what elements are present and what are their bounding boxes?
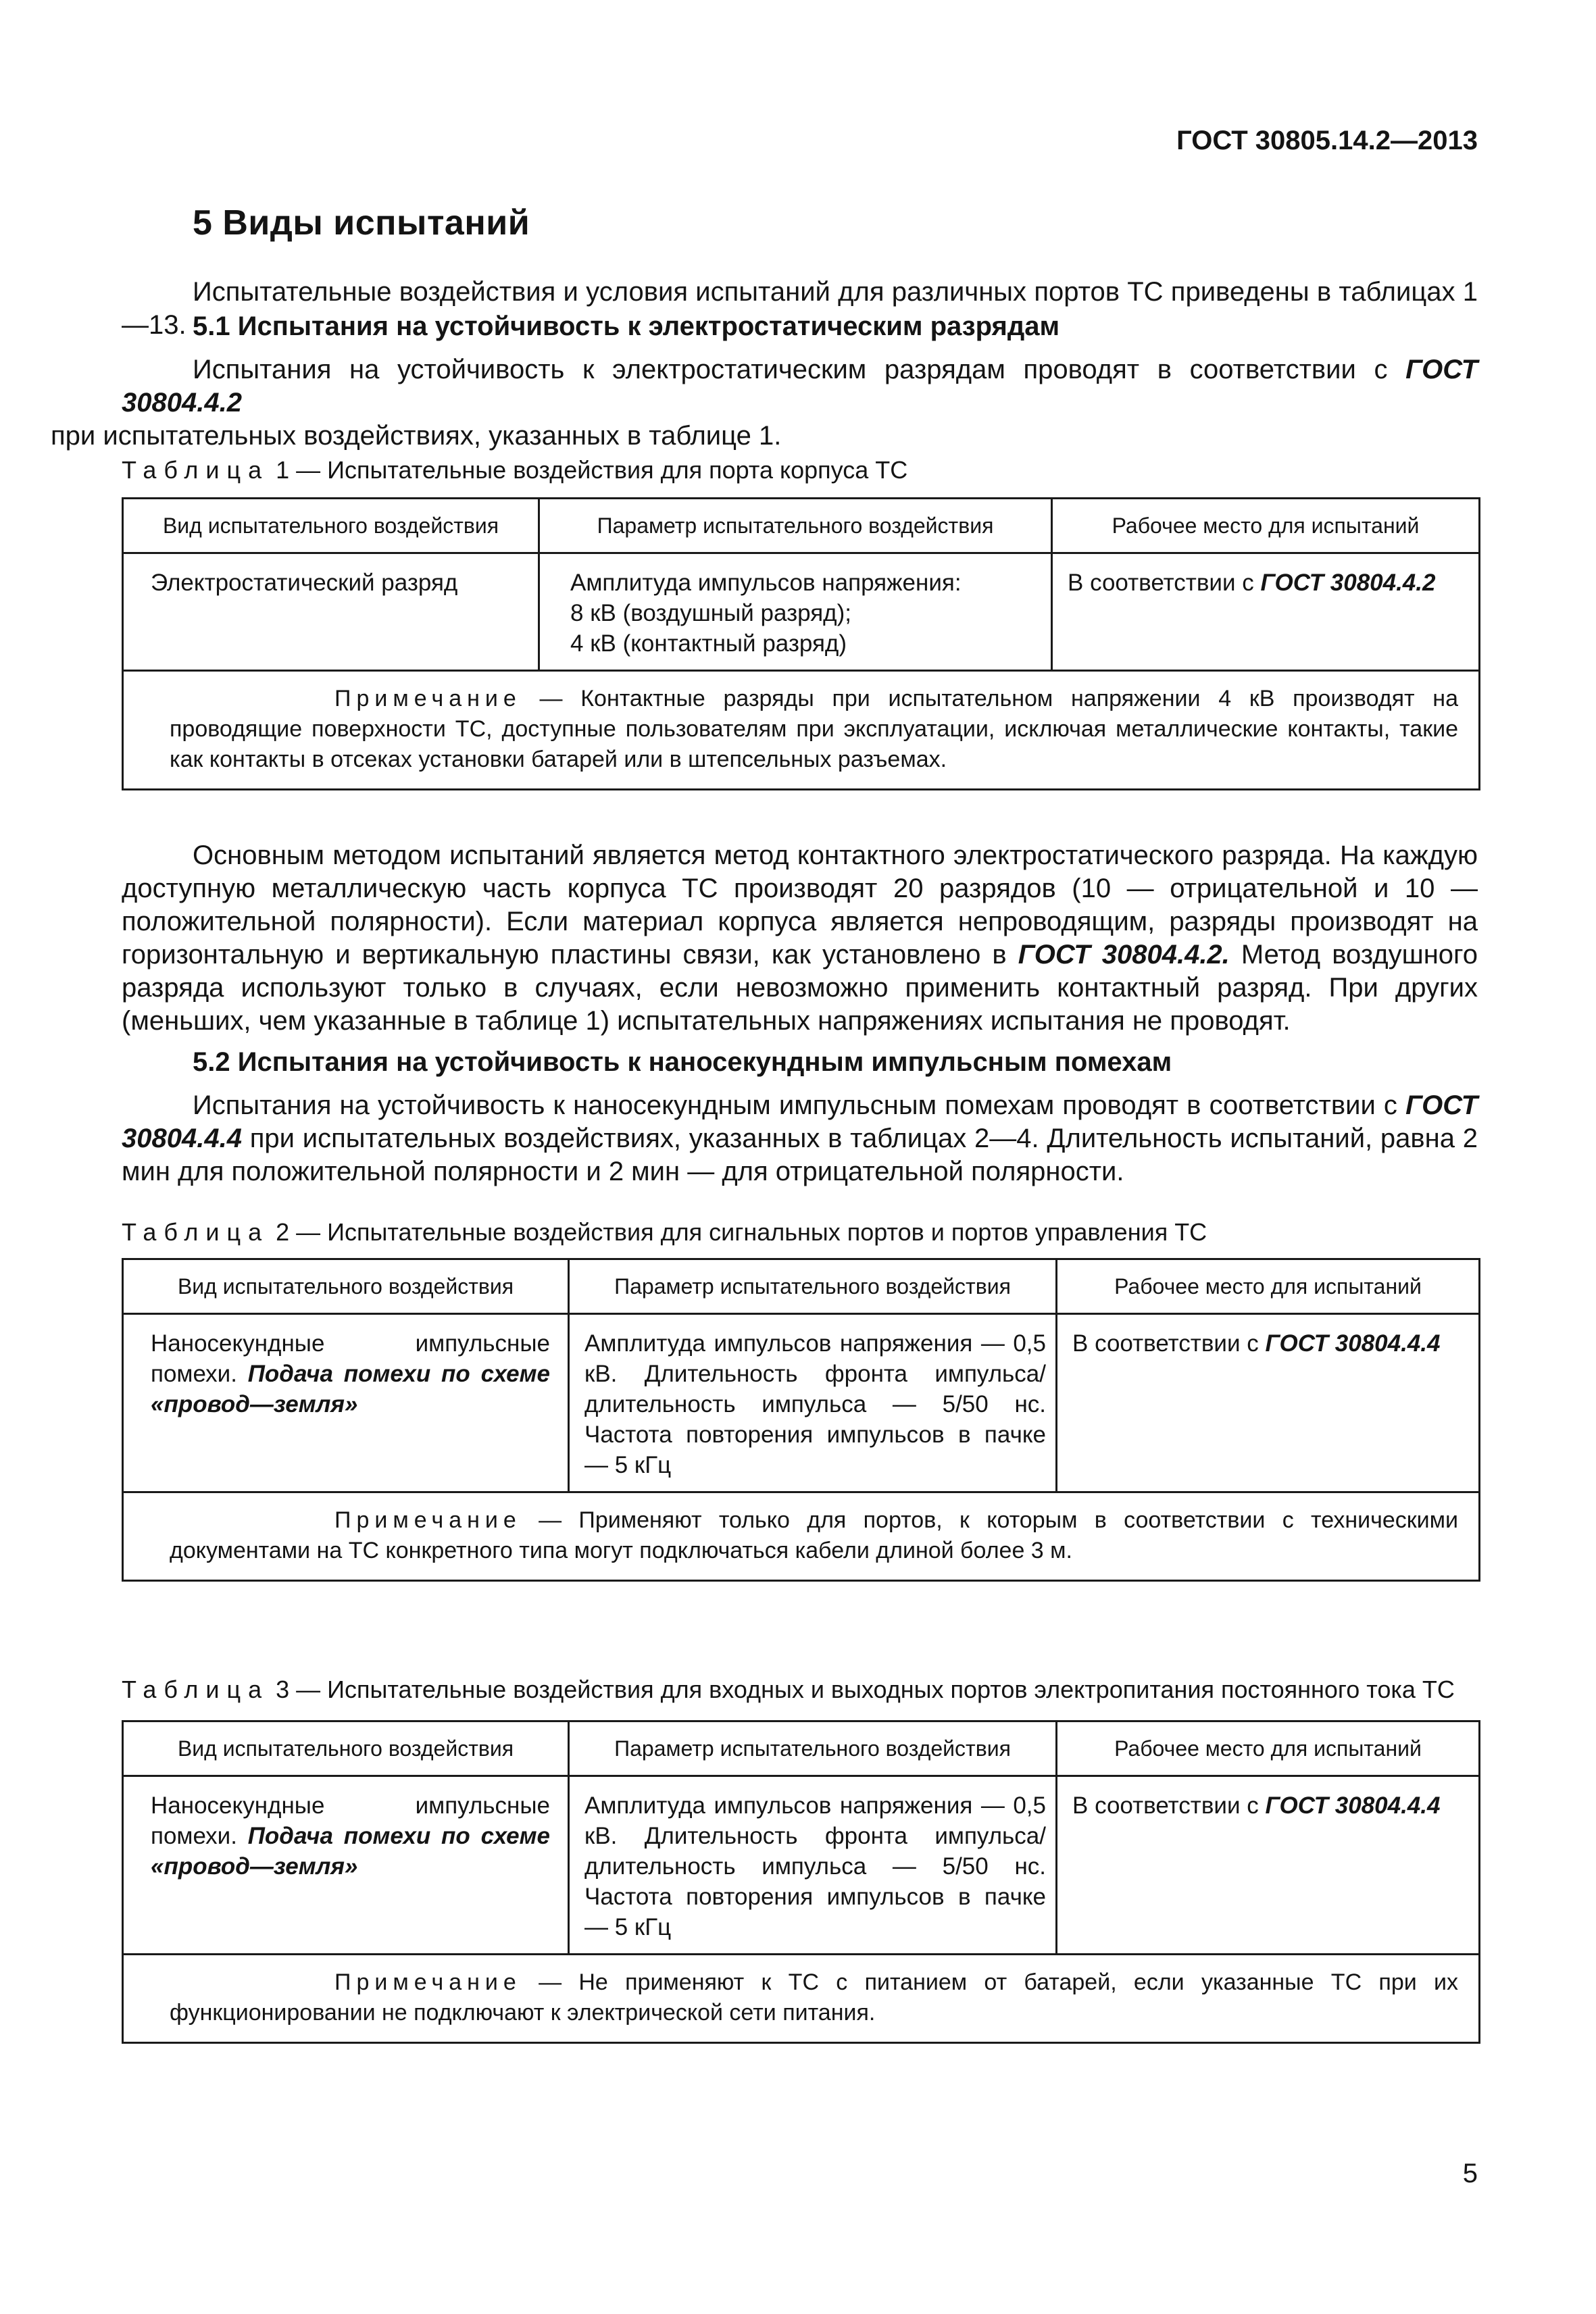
note-text: — Контактные разряды при испытательном напряжении 4 кВ производят на проводящие поверхности ТС, доступные пользователям при эксплуатации, исключая металлические контакты, такие как контакты в отсеках установки батарей или в штепсельных разъемах.	[170, 686, 1458, 772]
table-note	[123, 671, 1480, 790]
text-run: Метод воздушного разряда используют только в случаях, если невозможно применить контактный разряд. При других (меньших, чем указанные в таблице 1) испытательных напряжениях испытания не проводят.	[122, 940, 1478, 1036]
table-note-row	[123, 1955, 1480, 2043]
cell-place	[1052, 553, 1480, 671]
header-cell: Параметр испытательного воздействия	[569, 1721, 1057, 1776]
table-label: Таблица	[122, 456, 270, 484]
note-label: Примечание	[334, 686, 522, 711]
text-run: Испытания на устойчивость к электростатическим разрядам проводят в соответствии с	[193, 355, 1406, 384]
param-line: Амплитуда импульсов напряжения:	[570, 570, 962, 596]
page-number: 5	[1462, 2159, 1478, 2188]
subsection-5-2-title: 5.2 Испытания на устойчивость к наносекундным импульсным помехам	[193, 1047, 1172, 1077]
table-3	[122, 1720, 1480, 2044]
text-run: Основным методом испытаний является метод контактного электростатического разряда. На каждую доступную металлическую часть корпуса ТС производят 20 разрядов (10 — отрицательной и 10 — положительной полярности). Если материал корпуса является непроводящим, разряды производят на горизонтальную и вертикальную пластины связи, как установлено в	[122, 840, 1478, 970]
subsection-5-1-paragraph	[51, 353, 1478, 453]
cell-param: Амплитуда импульсов напряжения — 0,5 кВ. Длительность фронта импульса/длительность импульса — 5/50 нс. Частота повторения импульсов в пачке — 5 кГц	[569, 1776, 1057, 1955]
text-run: В соответствии с	[1068, 570, 1261, 596]
intro-paragraph: Испытательные воздействия и условия испытаний для различных портов ТС приведены в таблицах 1—13.	[122, 277, 1478, 340]
type-emphasis: Подача помехи по схеме «провод—земля»	[151, 1361, 550, 1417]
note-label: Примечание	[334, 1969, 522, 1995]
cell-param	[539, 553, 1052, 671]
header-cell: Вид испытательного воздействия	[123, 1259, 569, 1314]
header-cell: Параметр испытательного воздействия	[539, 499, 1052, 553]
table-1-caption	[122, 456, 907, 484]
table-row	[123, 553, 1480, 671]
standard-reference: ГОСТ 30804.4.4	[1265, 1792, 1441, 1819]
table-3-caption	[122, 1676, 1455, 1704]
caption-text: 1 — Испытательные воздействия для порта корпуса ТС	[269, 456, 908, 484]
cell-place	[1057, 1314, 1480, 1492]
cell-param: Амплитуда импульсов напряжения — 0,5 кВ. Длительность фронта импульса/длительность импульса — 5/50 нс. Частота повторения импульсов в пачке — 5 кГц	[569, 1314, 1057, 1492]
note-text: — Не применяют к ТС с питанием от батарей, если указанные ТС при их функционировании не подключают к электрической сети питания.	[170, 1969, 1458, 2026]
table-2	[122, 1258, 1480, 1582]
table-row	[123, 1314, 1480, 1492]
table-label: Таблица	[122, 1676, 270, 1703]
type-text: Наносекундные импульсные помехи.	[151, 1792, 550, 1849]
cell-type	[123, 1776, 569, 1955]
header-cell: Рабочее место для испытаний	[1052, 499, 1480, 553]
cell-type: Электростатический разряд	[123, 553, 539, 671]
table-header-row	[123, 1721, 1480, 1776]
type-emphasis: Подача помехи по схеме «провод—земля»	[151, 1823, 550, 1880]
section-title: 5 Виды испытаний	[193, 203, 530, 243]
standard-reference: ГОСТ 30804.4.4	[122, 1090, 1478, 1153]
cell-place	[1057, 1776, 1480, 1955]
caption-text: 2 — Испытательные воздействия для сигнальных портов и портов управления ТС	[269, 1218, 1207, 1246]
cell-type	[123, 1314, 569, 1492]
note-label: Примечание	[334, 1507, 522, 1533]
table-note-row	[123, 1492, 1480, 1581]
header-cell: Рабочее место для испытаний	[1057, 1721, 1480, 1776]
header-cell: Вид испытательного воздействия	[123, 1721, 569, 1776]
subsection-5-2-paragraph	[122, 1089, 1478, 1188]
table-note	[123, 1955, 1480, 2043]
standard-reference: ГОСТ 30804.4.2	[1260, 570, 1436, 596]
type-text: Наносекундные импульсные помехи.	[151, 1330, 550, 1387]
text-run: В соответствии с	[1072, 1792, 1266, 1819]
text-run: при испытательных воздействиях, указанных в таблице 1.	[51, 421, 782, 451]
note-text: — Применяют только для портов, к которым в соответствии с техническими документами на ТС конкретного типа могут подключаться кабели длиной более 3 м.	[170, 1507, 1458, 1563]
standard-reference: ГОСТ 30804.4.2.	[1018, 940, 1230, 970]
standard-reference: ГОСТ 30804.4.4	[1265, 1330, 1441, 1357]
main-paragraph	[122, 839, 1478, 1038]
header-cell: Рабочее место для испытаний	[1057, 1259, 1480, 1314]
param-line: 4 кВ (контактный разряд)	[570, 630, 847, 657]
table-label: Таблица	[122, 1218, 270, 1246]
header-cell: Вид испытательного воздействия	[123, 499, 539, 553]
table-header-row	[123, 1259, 1480, 1314]
table-note-row	[123, 671, 1480, 790]
subsection-5-1-title: 5.1 Испытания на устойчивость к электростатическим разрядам	[193, 311, 1060, 341]
caption-text: 3 — Испытательные воздействия для входных и выходных портов электропитания постоянного тока ТС	[269, 1676, 1455, 1703]
standard-header: ГОСТ 30805.14.2—2013	[1176, 126, 1478, 155]
standard-reference: ГОСТ 30804.4.2	[122, 355, 1478, 418]
text-run: В соответствии с	[1072, 1330, 1266, 1357]
param-line: 8 кВ (воздушный разряд);	[570, 600, 851, 626]
text-run: Испытания на устойчивость к наносекундным импульсным помехам проводят в соответствии с	[193, 1090, 1406, 1120]
header-cell: Параметр испытательного воздействия	[569, 1259, 1057, 1314]
table-row	[123, 1776, 1480, 1955]
text-run: при испытательных воздействиях, указанных в таблицах 2—4. Длительность испытаний, равна 2 мин для положительной полярности и 2 мин — для отрицательной полярности.	[122, 1124, 1478, 1186]
table-2-caption	[122, 1218, 1207, 1247]
table-note	[123, 1492, 1480, 1581]
table-header-row	[123, 499, 1480, 553]
table-1	[122, 497, 1480, 790]
